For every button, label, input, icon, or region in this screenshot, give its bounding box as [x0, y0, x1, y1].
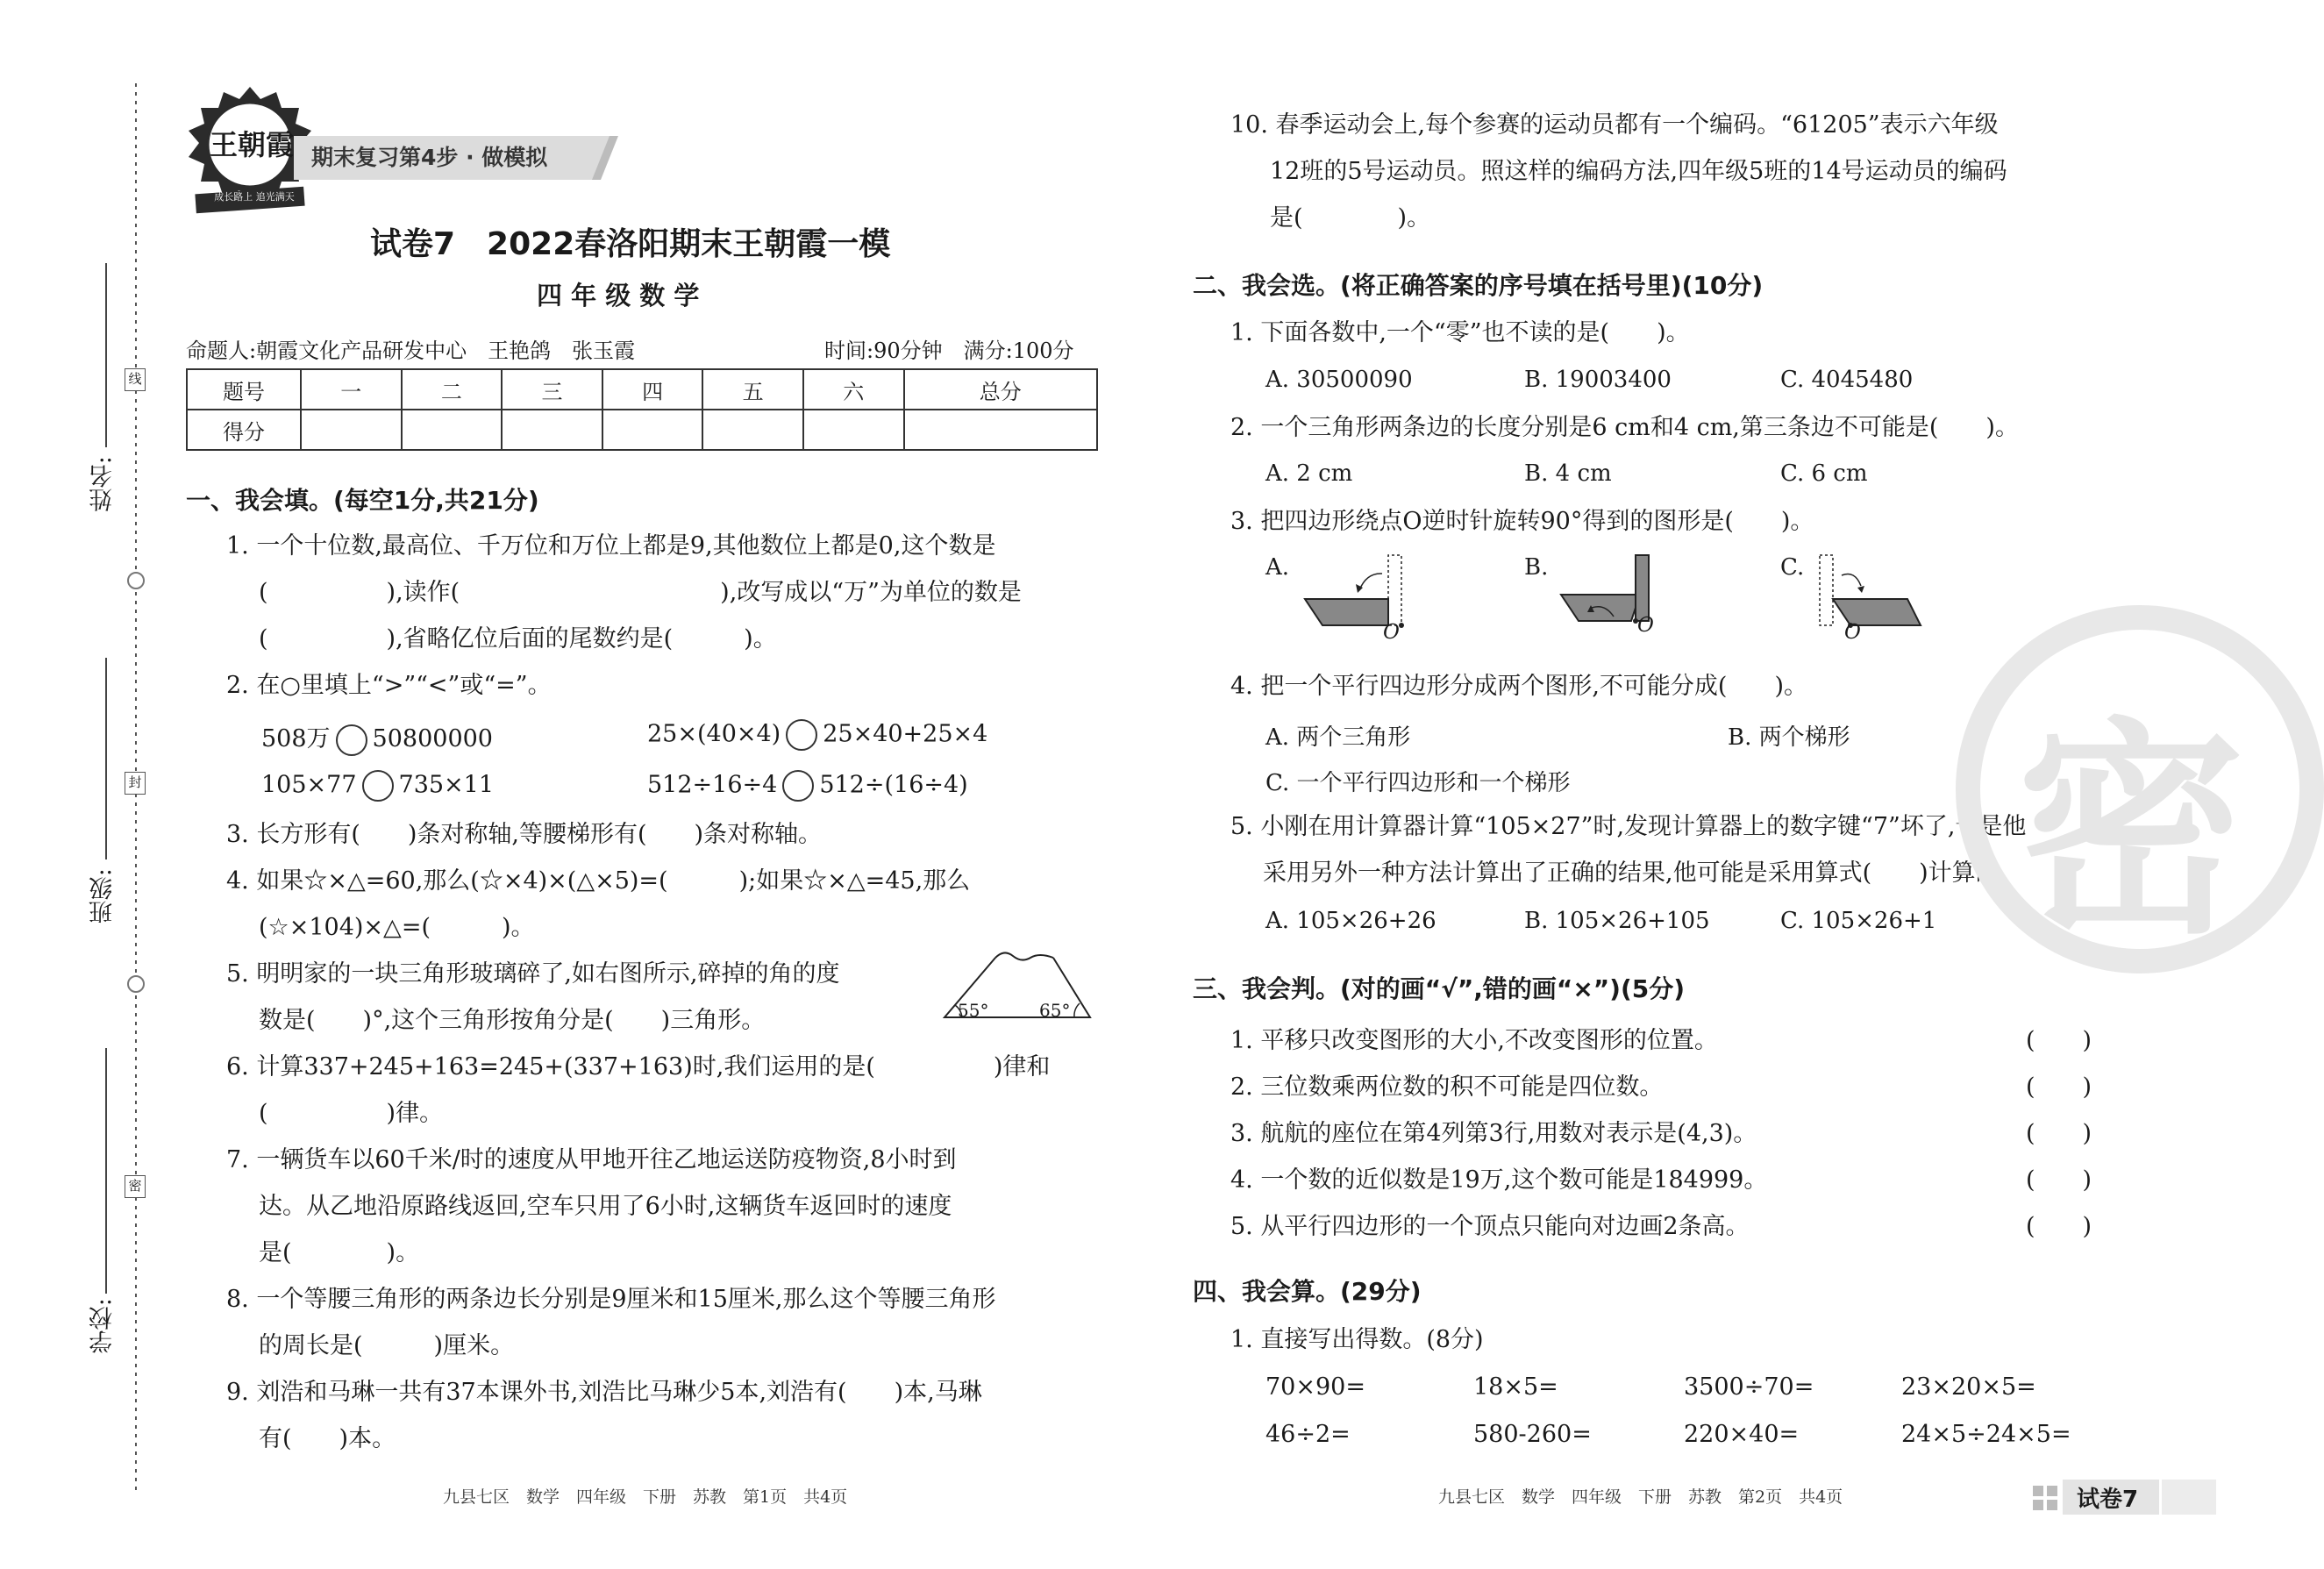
tag-text: 试卷7 — [2077, 1487, 2139, 1513]
q7-line2: 达。从乙地沿原路线返回,空车只用了6小时,这辆货车返回时的速度 — [259, 1193, 952, 1220]
angle-55: 55° — [958, 1000, 989, 1021]
score-header: 三 — [502, 369, 602, 410]
school-label: 学校: — [89, 1298, 117, 1354]
s2-q3-opt-b[interactable]: B. — [1524, 554, 1549, 581]
compare-1-right: 50800000 — [372, 725, 493, 752]
rotation-figure-a — [1305, 551, 1419, 634]
q9-line2: 有( )本。 — [259, 1425, 396, 1452]
footer-left: 九县七区 数学 四年级 下册 苏教 第1页 共4页 — [443, 1487, 848, 1507]
s2-q3-opt-a[interactable]: A. — [1265, 554, 1290, 581]
compare-circle[interactable] — [786, 719, 817, 751]
q10-line1: 10. 春季运动会上,每个参赛的运动员都有一个编码。“61205”表示六年级 — [1230, 111, 1999, 139]
judge-bracket[interactable]: ( ) — [2026, 1027, 2092, 1054]
tag-square — [2047, 1486, 2057, 1496]
line-mark-2: 封 — [125, 772, 146, 795]
compare-4-left: 512÷16÷4 — [647, 771, 778, 799]
rotation-figure-b — [1561, 551, 1675, 634]
q5-line1: 5. 明明家的一块三角形玻璃碎了,如右图所示,碎掉的角的度 — [226, 960, 840, 988]
compare-2 — [647, 719, 987, 751]
q3-text: 3. 长方形有( )条对称轴,等腰梯形有( )条对称轴。 — [226, 821, 823, 848]
time-score: 时间:90分钟 满分:100分 — [824, 339, 1074, 363]
authors: 命题人:朝霞文化产品研发中心 王艳鸽 张玉霞 — [186, 339, 636, 363]
calc-item: 24×5÷24×5= — [1901, 1421, 2071, 1448]
compare-3-right: 735×11 — [398, 771, 495, 799]
calc-item: 46÷2= — [1265, 1421, 1351, 1448]
score-cell[interactable] — [502, 410, 602, 450]
q1-line3: ( ),省略亿位后面的尾数约是( )。 — [259, 625, 777, 653]
compare-3-left: 105×77 — [261, 771, 357, 799]
class-label: 班级: — [89, 868, 117, 924]
section-2-title: 二、我会选。(将正确答案的序号填在括号里)(10分) — [1193, 271, 1764, 300]
score-cell[interactable] — [803, 410, 904, 450]
line-mark-1: 线 — [125, 368, 146, 391]
school-line — [105, 1048, 107, 1294]
judge-bracket[interactable]: ( ) — [2026, 1166, 2092, 1194]
score-table-row — [187, 410, 1097, 450]
q8-line2: 的周长是( )厘米。 — [259, 1332, 515, 1359]
section-3-title: 三、我会判。(对的画“√”,错的画“×”)(5分) — [1193, 974, 1686, 1003]
q5-line2: 数是( )°,这个三角形按角分是( )三角形。 — [259, 1007, 766, 1034]
judge-item-5: 5. 从平行四边形的一个顶点只能向对边画2条高。 — [1230, 1213, 1750, 1240]
point-o-b: O — [1637, 614, 1654, 637]
line-mark-3: 密 — [125, 1175, 146, 1198]
exam-subtitle: 四 年 级 数 学 — [537, 281, 700, 310]
score-header: 四 — [602, 369, 703, 410]
name-line — [105, 263, 107, 447]
score-cell[interactable] — [602, 410, 703, 450]
exam-title: 试卷7 2022春洛阳期末王朝霞一模 — [370, 226, 891, 262]
calc-item: 70×90= — [1265, 1373, 1365, 1401]
judge-item-4: 4. 一个数的近似数是19万,这个数可能是184999。 — [1230, 1166, 1768, 1194]
compare-circle[interactable] — [782, 770, 814, 802]
calc-item: 18×5= — [1473, 1373, 1558, 1401]
banner-text: 期末复习第4步 · 做模拟 — [311, 145, 548, 170]
compare-circle[interactable] — [336, 724, 367, 756]
s2-q4-opt-c[interactable]: C. 一个平行四边形和一个梯形 — [1265, 770, 1571, 796]
s2-q3: 3. 把四边形绕点O逆时针旋转90°得到的图形是( )。 — [1230, 508, 1814, 535]
compare-circle[interactable] — [362, 770, 394, 802]
s2-q5-opt-b[interactable]: B. 105×26+105 — [1524, 908, 1710, 934]
s2-q1-opt-a[interactable]: A. 30500090 — [1265, 367, 1413, 393]
s2-q4-opt-b[interactable]: B. 两个梯形 — [1728, 724, 1850, 751]
judge-item-3: 3. 航航的座位在第4列第3行,用数对表示是(4,3)。 — [1230, 1120, 1757, 1147]
s2-q4-opt-a[interactable]: A. 两个三角形 — [1265, 724, 1411, 751]
section-1-title: 一、我会填。(每空1分,共21分) — [186, 486, 539, 515]
angle-65: 65° — [1039, 1000, 1071, 1021]
calc-item: 580-260= — [1473, 1421, 1592, 1448]
s2-q2-opt-a[interactable]: A. 2 cm — [1265, 460, 1353, 487]
binding-hole-1 — [127, 572, 145, 589]
q10-line3: 是( )。 — [1270, 204, 1431, 232]
point-o-a: O — [1383, 621, 1400, 644]
s2-q5-opt-c[interactable]: C. 105×26+1 — [1780, 908, 1937, 934]
calc-item: 220×40= — [1684, 1421, 1800, 1448]
s2-q2: 2. 一个三角形两条边的长度分别是6 cm和4 cm,第三条边不可能是( )。 — [1230, 414, 2019, 441]
compare-4 — [647, 770, 968, 802]
class-line — [105, 658, 107, 859]
score-cell[interactable] — [301, 410, 402, 450]
q7-line1: 7. 一辆货车以60千米/时的速度从甲地开往乙地运送防疫物资,8小时到 — [226, 1146, 957, 1173]
compare-4-right: 512÷(16÷4) — [819, 771, 968, 799]
judge-bracket[interactable]: ( ) — [2026, 1120, 2092, 1147]
score-cell[interactable] — [402, 410, 503, 450]
q4-line2: (☆×104)×△=( )。 — [259, 914, 535, 941]
compare-3 — [261, 770, 494, 802]
q8-line1: 8. 一个等腰三角形的两条边长分别是9厘米和15厘米,那么这个等腰三角形 — [226, 1286, 996, 1313]
s2-q1-opt-b[interactable]: B. 19003400 — [1524, 367, 1672, 393]
score-row-label: 得分 — [187, 410, 301, 450]
calc-item: 3500÷70= — [1684, 1373, 1814, 1401]
tag-square — [2047, 1500, 2057, 1510]
logo-motto: 成长路上 追光满天 — [214, 191, 295, 203]
s2-q2-opt-b[interactable]: B. 4 cm — [1524, 460, 1612, 487]
judge-bracket[interactable]: ( ) — [2026, 1073, 2092, 1101]
score-cell[interactable] — [904, 410, 1097, 450]
s2-q5-opt-a[interactable]: A. 105×26+26 — [1265, 908, 1436, 934]
rotation-figure-c — [1815, 551, 1929, 634]
q1-line2: ( ),读作( ),改写成以“万”为单位的数是 — [259, 579, 1022, 606]
s2-q3-opt-c[interactable]: C. — [1780, 554, 1805, 581]
s2-q5-line2: 采用另外一种方法计算出了正确的结果,他可能是采用算式( )计算的。 — [1263, 859, 2023, 887]
logo-text: 王朝霞 — [209, 128, 294, 161]
q7-line3: 是( )。 — [259, 1239, 420, 1266]
q1-line1: 1. 一个十位数,最高位、千万位和万位上都是9,其他数位上都是0,这个数是 — [226, 532, 996, 560]
binding-hole-2 — [127, 975, 145, 993]
score-header: 二 — [402, 369, 503, 410]
q4-line1: 4. 如果☆×△=60,那么(☆×4)×(△×5)=( );如果☆×△=45,那么 — [226, 867, 971, 895]
score-table-header-row — [187, 369, 1097, 410]
s2-q1: 1. 下面各数中,一个“零”也不读的是( )。 — [1230, 319, 1690, 346]
q6-line2: ( )律。 — [259, 1100, 444, 1127]
compare-2-left: 25×(40×4) — [647, 720, 781, 748]
score-header: 总分 — [904, 369, 1097, 410]
judge-item-2: 2. 三位数乘两位数的积不可能是四位数。 — [1230, 1073, 1664, 1101]
judge-item-1: 1. 平移只改变图形的大小,不改变图形的位置。 — [1230, 1027, 1718, 1054]
footer-right: 九县七区 数学 四年级 下册 苏教 第2页 共4页 — [1438, 1487, 1843, 1507]
q2-text: 2. 在○里填上“>”“<”或“=”。 — [226, 672, 552, 699]
score-header: 一 — [301, 369, 402, 410]
calc-item: 23×20×5= — [1901, 1373, 2036, 1401]
score-header: 五 — [702, 369, 803, 410]
name-label: 姓名: — [89, 456, 117, 512]
q9-line1: 9. 刘浩和马琳一共有37本课外书,刘浩比马琳少5本,刘浩有( )本,马琳 — [226, 1379, 982, 1406]
q6-line1: 6. 计算337+245+163=245+(337+163)时,我们运用的是( )律和 — [226, 1053, 1051, 1080]
section-4-title: 四、我会算。(29分) — [1193, 1277, 1422, 1306]
compare-1-left: 508万 — [261, 725, 331, 752]
score-header: 题号 — [187, 369, 301, 410]
point-o-c: O — [1844, 621, 1861, 644]
tag-strip — [2162, 1480, 2216, 1515]
score-cell[interactable] — [702, 410, 803, 450]
s2-q1-opt-c[interactable]: C. 4045480 — [1780, 367, 1914, 393]
tag-square — [2033, 1486, 2043, 1496]
compare-2-right: 25×40+25×4 — [823, 720, 988, 748]
s2-q2-opt-c[interactable]: C. 6 cm — [1780, 460, 1868, 487]
score-table — [186, 368, 1098, 451]
s2-q4: 4. 把一个平行四边形分成两个图形,不可能分成( )。 — [1230, 673, 1807, 700]
compare-1 — [261, 719, 493, 756]
q10-line2: 12班的5号运动员。照这样的编码方法,四年级5班的14号运动员的编码 — [1270, 158, 2007, 185]
s2-q5-line1: 5. 小刚在用计算器计算“105×27”时,发现计算器上的数字键“7”坏了,于是他 — [1230, 813, 2027, 840]
s4-q1: 1. 直接写出得数。(8分) — [1230, 1326, 1484, 1353]
tag-square — [2033, 1500, 2043, 1510]
watermark-char: 密 — [2017, 700, 2245, 965]
score-header: 六 — [803, 369, 904, 410]
judge-bracket[interactable]: ( ) — [2026, 1213, 2092, 1240]
